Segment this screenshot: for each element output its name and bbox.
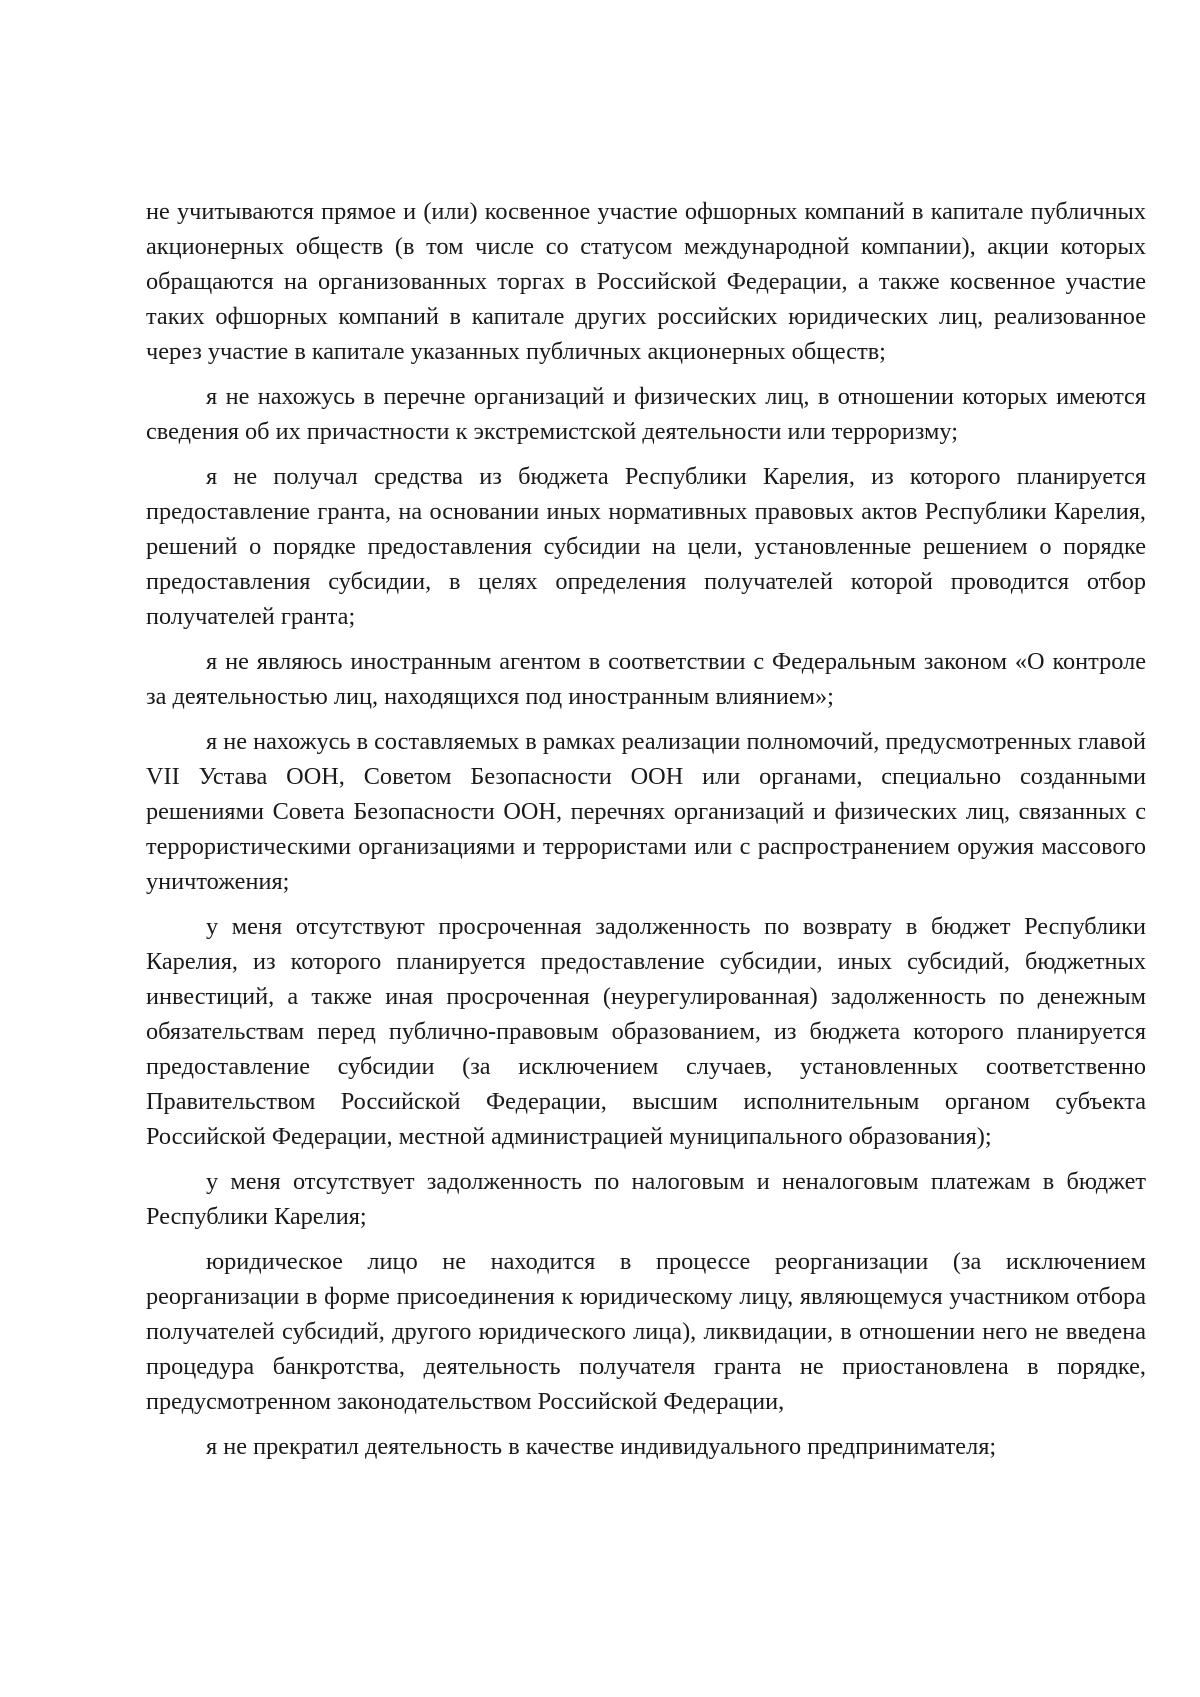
document-body: [146, 194, 1146, 1474]
paragraph-tax-debt: у меня отсутствует задолженность по налоговым и неналоговым платежам в бюджет Республики Карелия;: [146, 1168, 1146, 1230]
paragraph-extremism-list: я не нахожусь в перечне организаций и физических лиц, в отношении которых имеются сведения об их причастности к экстремистской деятельности или терроризму;: [146, 383, 1146, 445]
paragraph-budget-funds: я не получал средства из бюджета Республики Карелия, из которого планируется предоставление гранта, на основании иных нормативных правовых актов Республики Карелия, решений о порядке предоставления субсидии на цели, установленные решением о порядке предоставления субсидии, в целях определения получателей которой проводится отбор получателей гранта;: [146, 463, 1146, 630]
paragraph-offshore-participation: не учитываются прямое и (или) косвенное участие офшорных компаний в капитале публичных акционерных обществ (в том числе со статусом международной компании), акции которых обращаются на организованных торгах в Российской Федерации, а также косвенное участие таких офшорных компаний в капитале других российских юридических лиц, реализованное через участие в капитале указанных публичных акционерных обществ;: [146, 198, 1146, 365]
paragraph-foreign-agent: я не являюсь иностранным агентом в соответствии с Федеральным законом «О контроле за деятельностью лиц, находящихся под иностранным влиянием»;: [146, 648, 1146, 710]
paragraph-entrepreneur-status: я не прекратил деятельность в качестве индивидуального предпринимателя;: [206, 1433, 997, 1460]
paragraph-reorganization: юридическое лицо не находится в процессе реорганизации (за исключением реорганизации в форме присоединения к юридическому лицу, являющемуся участником отбора получателей субсидий, другого юридического лица), ликвидации, в отношении него не введена процедура банкротства, деятельность получателя гранта не приостановлена в порядке, предусмотренном законодательством Российской Федерации,: [146, 1248, 1146, 1415]
paragraph-overdue-debt: у меня отсутствуют просроченная задолженность по возврату в бюджет Республики Карелия, из которого планируется предоставление субсидии, иных субсидий, бюджетных инвестиций, а также иная просроченная (неурегулированная) задолженность по денежным обязательствам перед публично-правовым образованием, из бюджета которого планируется предоставление субсидии (за исключением случаев, установленных соответственно Правительством Российской Федерации, высшим исполнительным органом субъекта Российской Федерации, местной администрацией муниципального образования);: [146, 913, 1146, 1150]
paragraph-un-sanctions: я не нахожусь в составляемых в рамках реализации полномочий, предусмотренных главой VII Устава ООН, Советом Безопасности ООН или органами, специально созданными решениями Совета Безопасности ООН, перечнях организаций и физических лиц, связанных с террористическими организациями и террористами или с распространением оружия массового уничтожения;: [146, 728, 1146, 895]
